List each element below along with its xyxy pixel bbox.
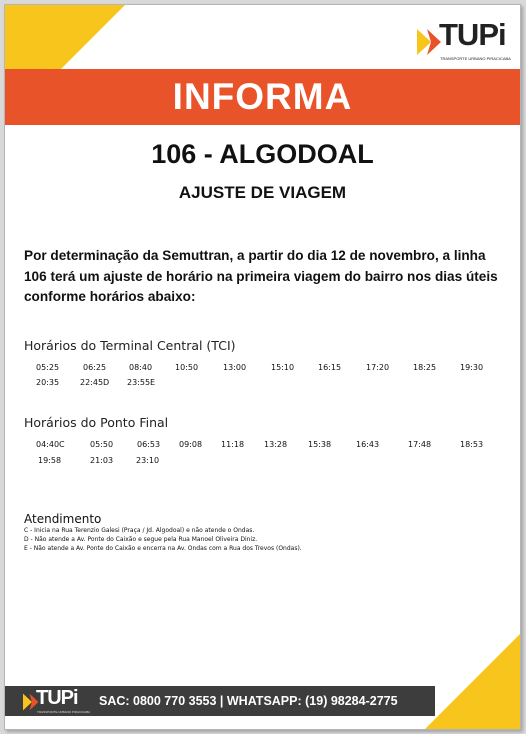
- time-cell: 08:40: [129, 363, 153, 372]
- time-cell: 13:28: [264, 440, 288, 449]
- time-cell: 16:43: [356, 440, 380, 449]
- corner-decoration-bottom-right: [425, 634, 520, 729]
- time-cell: 17:48: [408, 440, 432, 449]
- time-cell: 16:15: [318, 363, 342, 372]
- time-cell: 15:10: [271, 363, 295, 372]
- logo-text-footer: TUPi: [36, 687, 78, 709]
- time-cell: 23:55E: [127, 378, 156, 387]
- time-cell: 11:18: [221, 440, 245, 449]
- logo-text: TUPi: [439, 17, 506, 52]
- time-cell: 17:20: [366, 363, 390, 372]
- time-cell: 18:53: [460, 440, 484, 449]
- note-d: D - Não atende a Av. Ponte do Caixão e segue pela Rua Manoel Oliveira Diniz.: [24, 536, 258, 543]
- page-title: 106 - ALGODOAL: [151, 139, 374, 169]
- note-e: E - Não atende a Av. Ponte do Caixão e encerra na Av. Ondas com a Rua dos Trevos (Ondas).: [24, 545, 302, 552]
- time-cell: 05:50: [90, 440, 114, 449]
- time-cell: 10:50: [175, 363, 199, 372]
- time-cell: 18:25: [413, 363, 437, 372]
- time-cell: 06:53: [137, 440, 161, 449]
- time-cell: 19:30: [460, 363, 484, 372]
- atendimento-title: Atendimento: [24, 512, 102, 526]
- time-cell: 21:03: [90, 456, 114, 465]
- page-subtitle: AJUSTE DE VIAGEM: [178, 183, 347, 202]
- footer-contact: SAC: 0800 770 3553 | WHATSAPP: (19) 98284-2775: [99, 694, 398, 708]
- tupi-logo: [417, 17, 512, 67]
- time-cell: 04:40C: [36, 440, 65, 449]
- time-cell: 23:10: [136, 456, 160, 465]
- time-cell: 20:35: [36, 378, 60, 387]
- time-cell: 19:58: [38, 456, 62, 465]
- time-cell: 15:38: [308, 440, 332, 449]
- notice-page: [4, 4, 521, 730]
- schedule-title-terminal: Horários do Terminal Central (TCI): [24, 338, 236, 353]
- time-cell: 22:45D: [80, 378, 110, 387]
- logo-tagline: TRANSPORTE URBANO PIRACICABA: [440, 56, 511, 61]
- note-c: C - Inicia na Rua Terenzio Galesi (Praça / Jd. Algodoal) e não atende o Ondas.: [24, 527, 255, 534]
- informa-banner: INFORMA: [5, 69, 520, 125]
- time-cell: 05:25: [36, 363, 60, 372]
- time-cell: 09:08: [179, 440, 203, 449]
- time-cell: 13:00: [223, 363, 247, 372]
- tupi-logo-footer: [23, 686, 93, 716]
- schedule-title-ponto-final: Horários do Ponto Final: [24, 415, 169, 430]
- time-cell: 06:25: [83, 363, 107, 372]
- intro-paragraph: Por determinação da Semuttran, a partir do dia 12 de novembro, a linha 106 terá um ajuste de horário na primeira viagem do bairro nos dias úteis conforme horários abaixo:: [24, 248, 498, 304]
- logo-tagline-footer: TRANSPORTE URBANO PIRACICABA: [37, 710, 91, 714]
